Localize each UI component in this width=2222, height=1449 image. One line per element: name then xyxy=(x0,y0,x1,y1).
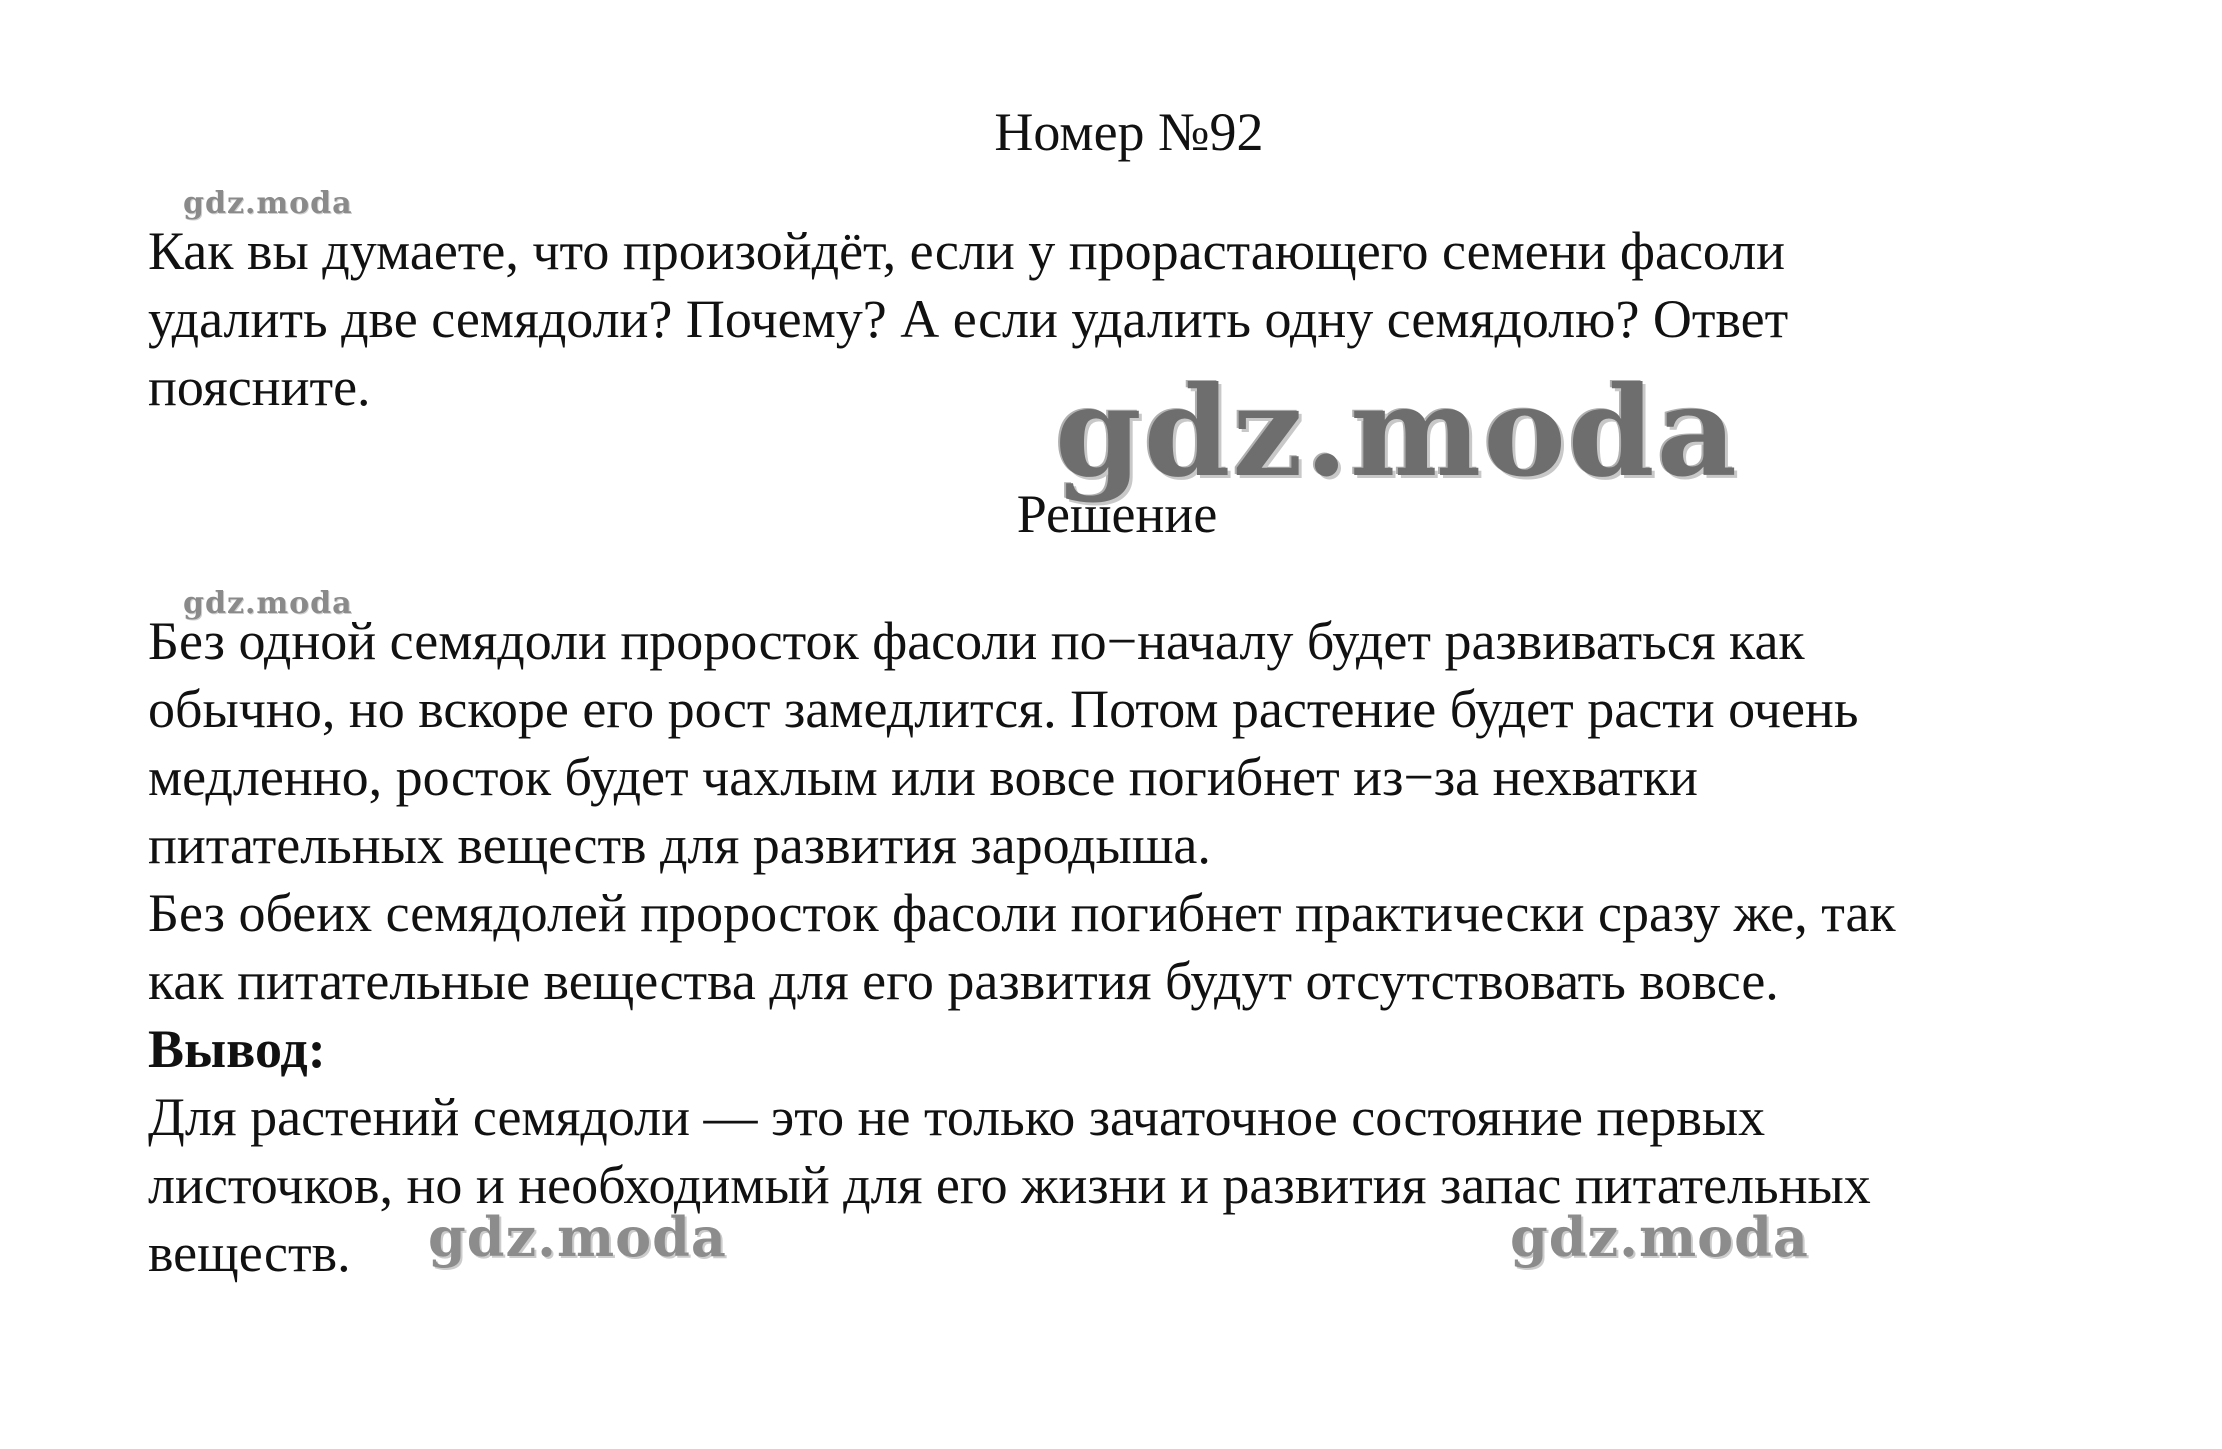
answer-line: медленно, росток будет чахлым или вовсе погибнет из−за нехватки xyxy=(148,747,1698,807)
watermark-center: gdz.moda xyxy=(1055,360,1739,505)
question-line: поясните. xyxy=(148,357,371,417)
answer-text xyxy=(148,607,1896,1015)
answer-line: Без одной семядоли проросток фасоли по−началу будет развиваться как xyxy=(148,611,1805,671)
answer-line: как питательные вещества для его развития будут отсутствовать вовсе. xyxy=(148,951,1779,1011)
watermark-top: gdz.moda xyxy=(183,186,353,221)
watermark-bottom-left: gdz.moda xyxy=(428,1205,727,1269)
page-title: Номер №92 xyxy=(994,102,1264,162)
answer-line: Без обеих семядолей проросток фасоли погибнет практически сразу же, так xyxy=(148,883,1896,943)
watermark-mid: gdz.moda xyxy=(183,586,353,621)
conclusion-line: листочков, но и необходимый для его жизни и развития запас питательных xyxy=(148,1155,1871,1215)
watermark-bottom-right: gdz.moda xyxy=(1510,1205,1809,1269)
conclusion-heading: Вывод: xyxy=(148,1019,326,1079)
question-line: Как вы думаете, что произойдёт, если у прорастающего семени фасоли xyxy=(148,221,1786,281)
solution-heading: Решение xyxy=(1016,484,1218,544)
answer-line: обычно, но вскоре его рост замедлится. Потом растение будет расти очень xyxy=(148,679,1859,739)
conclusion-line: веществ. xyxy=(148,1223,351,1283)
conclusion-line: Для растений семядоли — это не только зачаточное состояние первых xyxy=(148,1087,1766,1147)
question-line: удалить две семядоли? Почему? А если удалить одну семядолю? Ответ xyxy=(148,289,1789,349)
answer-line: питательных веществ для развития зародыша. xyxy=(148,815,1211,875)
